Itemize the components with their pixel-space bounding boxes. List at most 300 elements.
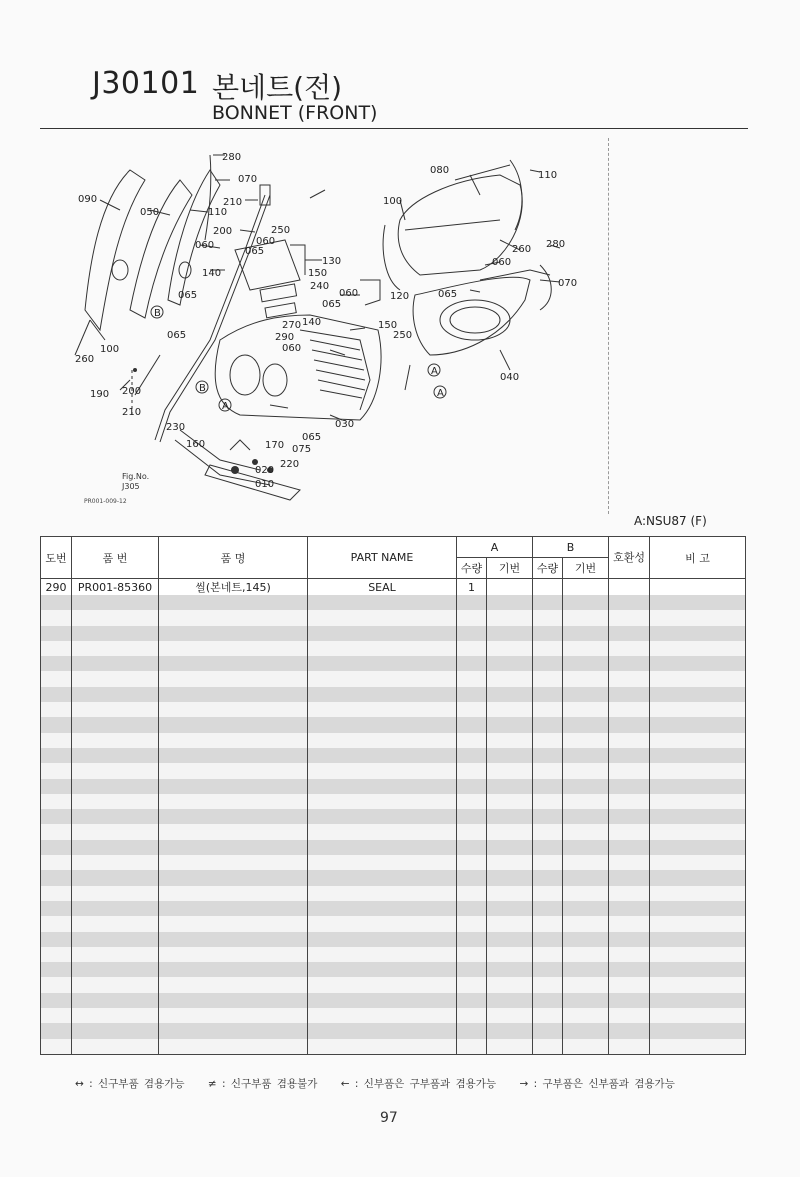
empty-cell	[457, 779, 487, 794]
empty-cell	[487, 626, 533, 641]
callout: 065	[438, 289, 458, 300]
empty-cell	[563, 748, 609, 763]
empty-cell	[609, 962, 650, 977]
callout: 065	[322, 299, 342, 310]
table-row-empty	[41, 733, 746, 748]
empty-cell	[41, 870, 72, 885]
callout: 200	[122, 386, 142, 397]
empty-cell	[563, 916, 609, 931]
empty-cell	[72, 671, 159, 686]
empty-cell	[563, 763, 609, 778]
empty-cell	[609, 702, 650, 717]
table-row-empty	[41, 886, 746, 901]
empty-cell	[41, 595, 72, 610]
empty-cell	[487, 1023, 533, 1038]
drawing-code: PR001-009-12	[84, 498, 127, 505]
empty-cell	[487, 717, 533, 732]
cell-remarks	[650, 579, 746, 596]
empty-cell	[457, 717, 487, 732]
reference-mark: A	[431, 366, 438, 377]
empty-cell	[159, 977, 308, 992]
empty-cell	[308, 763, 457, 778]
callout: 210	[122, 407, 142, 418]
empty-cell	[308, 779, 457, 794]
empty-cell	[609, 687, 650, 702]
figure-ref-label: Fig.No.	[122, 472, 150, 481]
table-row-empty	[41, 947, 746, 962]
table-row-empty	[41, 610, 746, 625]
empty-cell	[41, 809, 72, 824]
callout: 210	[223, 197, 243, 208]
empty-cell	[308, 962, 457, 977]
empty-cell	[308, 717, 457, 732]
cell-base-a	[487, 579, 533, 596]
empty-cell	[308, 595, 457, 610]
callout: 060	[339, 288, 359, 299]
empty-cell	[563, 870, 609, 885]
empty-cell	[41, 610, 72, 625]
reference-mark: A	[437, 388, 444, 399]
empty-cell	[308, 886, 457, 901]
callout: 065	[302, 432, 322, 443]
empty-cell	[650, 901, 746, 916]
empty-cell	[533, 993, 563, 1008]
table-row	[41, 579, 746, 596]
model-code: A:NSU87 (F)	[634, 514, 707, 528]
table-row-empty	[41, 641, 746, 656]
empty-cell	[72, 947, 159, 962]
cell-seq: 290	[41, 579, 72, 596]
empty-cell	[308, 916, 457, 931]
empty-cell	[308, 671, 457, 686]
callout: 060	[282, 343, 302, 354]
empty-cell	[41, 993, 72, 1008]
empty-cell	[533, 595, 563, 610]
empty-cell	[609, 977, 650, 992]
empty-cell	[563, 993, 609, 1008]
empty-cell	[487, 779, 533, 794]
empty-cell	[487, 641, 533, 656]
empty-cell	[159, 947, 308, 962]
reference-mark: B	[199, 383, 206, 394]
empty-cell	[308, 901, 457, 916]
empty-cell	[533, 733, 563, 748]
empty-cell	[487, 947, 533, 962]
empty-cell	[563, 824, 609, 839]
cell-compat	[609, 579, 650, 596]
empty-cell	[650, 702, 746, 717]
empty-cell	[457, 993, 487, 1008]
empty-cell	[563, 901, 609, 916]
empty-cell	[650, 641, 746, 656]
empty-cell	[72, 977, 159, 992]
callout: 280	[546, 239, 566, 250]
empty-cell	[41, 840, 72, 855]
empty-cell	[609, 809, 650, 824]
empty-cell	[533, 840, 563, 855]
col-header-qty-a: 수량	[457, 558, 487, 579]
cell-name-en: SEAL	[308, 579, 457, 596]
empty-cell	[533, 748, 563, 763]
callout: 010	[255, 479, 275, 490]
callout: 250	[393, 330, 413, 341]
callout: 065	[167, 330, 187, 341]
empty-cell	[457, 702, 487, 717]
empty-cell	[41, 626, 72, 641]
table-row-empty	[41, 932, 746, 947]
table-row-empty	[41, 916, 746, 931]
legend-item: ← : 신부품은 구부품과 겸용가능	[340, 1078, 497, 1090]
table-row-empty	[41, 626, 746, 641]
table-row-empty	[41, 1008, 746, 1023]
empty-cell	[457, 840, 487, 855]
reference-mark: B	[154, 308, 161, 319]
empty-cell	[41, 779, 72, 794]
diagram-divider	[608, 138, 609, 514]
empty-cell	[650, 886, 746, 901]
empty-cell	[72, 702, 159, 717]
cell-qty-b	[533, 579, 563, 596]
empty-cell	[159, 870, 308, 885]
empty-cell	[457, 748, 487, 763]
empty-cell	[308, 855, 457, 870]
empty-cell	[72, 717, 159, 732]
empty-cell	[457, 855, 487, 870]
empty-cell	[159, 1039, 308, 1055]
empty-cell	[41, 702, 72, 717]
empty-cell	[650, 794, 746, 809]
legend-item: → : 구부품은 신부품과 겸용가능	[519, 1078, 675, 1090]
callout: 040	[500, 372, 520, 383]
empty-cell	[533, 641, 563, 656]
empty-cell	[41, 886, 72, 901]
callout: 020	[255, 465, 275, 476]
empty-cell	[563, 626, 609, 641]
empty-cell	[457, 932, 487, 947]
empty-cell	[159, 641, 308, 656]
empty-cell	[650, 1023, 746, 1038]
empty-cell	[487, 916, 533, 931]
empty-cell	[308, 932, 457, 947]
empty-cell	[159, 748, 308, 763]
callout: 290	[275, 332, 295, 343]
empty-cell	[41, 656, 72, 671]
empty-cell	[41, 916, 72, 931]
empty-cell	[41, 794, 72, 809]
legend-item: ≠ : 신구부품 겸용불가	[207, 1078, 318, 1090]
empty-cell	[41, 763, 72, 778]
empty-cell	[563, 794, 609, 809]
empty-cell	[457, 809, 487, 824]
empty-cell	[533, 916, 563, 931]
empty-cell	[41, 748, 72, 763]
callout: 070	[558, 278, 578, 289]
figure-reference	[122, 472, 149, 492]
empty-cell	[308, 977, 457, 992]
empty-cell	[563, 779, 609, 794]
empty-cell	[41, 671, 72, 686]
empty-cell	[487, 855, 533, 870]
empty-cell	[650, 779, 746, 794]
callout: 130	[322, 256, 342, 267]
empty-cell	[487, 763, 533, 778]
exploded-parts-diagram	[60, 140, 600, 520]
callout: 150	[308, 268, 328, 279]
empty-cell	[533, 1023, 563, 1038]
empty-cell	[159, 916, 308, 931]
empty-cell	[533, 886, 563, 901]
empty-cell	[72, 932, 159, 947]
callout: 110	[538, 170, 558, 181]
empty-cell	[487, 901, 533, 916]
empty-cell	[457, 671, 487, 686]
empty-cell	[159, 595, 308, 610]
callout: 240	[310, 281, 330, 292]
empty-cell	[609, 733, 650, 748]
empty-cell	[609, 610, 650, 625]
empty-cell	[650, 855, 746, 870]
empty-cell	[650, 748, 746, 763]
empty-cell	[487, 671, 533, 686]
table-row-empty	[41, 809, 746, 824]
empty-cell	[609, 855, 650, 870]
empty-cell	[72, 916, 159, 931]
empty-cell	[650, 932, 746, 947]
empty-cell	[308, 947, 457, 962]
compatibility-legend	[75, 1076, 693, 1091]
empty-cell	[457, 610, 487, 625]
empty-cell	[563, 1008, 609, 1023]
empty-cell	[159, 901, 308, 916]
empty-cell	[563, 641, 609, 656]
table-row-empty	[41, 671, 746, 686]
empty-cell	[308, 610, 457, 625]
empty-cell	[533, 855, 563, 870]
empty-cell	[533, 809, 563, 824]
empty-cell	[609, 595, 650, 610]
callout: 100	[100, 344, 120, 355]
empty-cell	[533, 763, 563, 778]
empty-cell	[609, 671, 650, 686]
empty-cell	[72, 595, 159, 610]
cell-part-no: PR001-85360	[72, 579, 159, 596]
empty-cell	[533, 794, 563, 809]
table-row-empty	[41, 824, 746, 839]
empty-cell	[650, 870, 746, 885]
empty-cell	[650, 671, 746, 686]
empty-cell	[487, 733, 533, 748]
empty-cell	[650, 626, 746, 641]
empty-cell	[72, 687, 159, 702]
empty-cell	[72, 962, 159, 977]
empty-cell	[609, 932, 650, 947]
callout: 050	[140, 207, 160, 218]
empty-cell	[563, 962, 609, 977]
col-header-compat: 호환성	[609, 537, 650, 579]
empty-cell	[159, 702, 308, 717]
empty-cell	[72, 779, 159, 794]
callout: 270	[282, 320, 302, 331]
empty-cell	[159, 733, 308, 748]
empty-cell	[159, 962, 308, 977]
empty-cell	[159, 717, 308, 732]
empty-cell	[41, 901, 72, 916]
empty-cell	[533, 870, 563, 885]
empty-cell	[487, 1008, 533, 1023]
table-row-empty	[41, 993, 746, 1008]
empty-cell	[563, 809, 609, 824]
empty-cell	[308, 794, 457, 809]
callout: 190	[90, 389, 110, 400]
reference-mark: A	[222, 401, 229, 412]
empty-cell	[487, 962, 533, 977]
empty-cell	[159, 993, 308, 1008]
empty-cell	[457, 763, 487, 778]
table-row-empty	[41, 901, 746, 916]
callout: 070	[238, 174, 258, 185]
empty-cell	[609, 779, 650, 794]
empty-cell	[159, 809, 308, 824]
empty-cell	[72, 1023, 159, 1038]
empty-cell	[457, 641, 487, 656]
callout: 030	[335, 419, 355, 430]
cell-qty-a: 1	[457, 579, 487, 596]
empty-cell	[533, 1008, 563, 1023]
empty-cell	[457, 901, 487, 916]
table-row-empty	[41, 748, 746, 763]
empty-cell	[487, 595, 533, 610]
empty-cell	[457, 733, 487, 748]
empty-cell	[457, 962, 487, 977]
empty-cell	[41, 977, 72, 992]
empty-cell	[609, 656, 650, 671]
empty-cell	[159, 779, 308, 794]
table-row-empty	[41, 1039, 746, 1055]
empty-cell	[72, 855, 159, 870]
empty-cell	[563, 687, 609, 702]
empty-cell	[533, 1039, 563, 1055]
empty-cell	[72, 1039, 159, 1055]
empty-cell	[609, 824, 650, 839]
empty-cell	[533, 824, 563, 839]
empty-cell	[159, 932, 308, 947]
col-header-qty-b: 수량	[533, 558, 563, 579]
callout: 200	[213, 226, 233, 237]
callout: 140	[202, 268, 222, 279]
empty-cell	[457, 656, 487, 671]
empty-cell	[650, 824, 746, 839]
table-row-empty	[41, 687, 746, 702]
cell-base-b	[563, 579, 609, 596]
empty-cell	[457, 1023, 487, 1038]
empty-cell	[41, 932, 72, 947]
empty-cell	[563, 610, 609, 625]
empty-cell	[533, 779, 563, 794]
callout: 065	[178, 290, 198, 301]
empty-cell	[159, 610, 308, 625]
empty-cell	[650, 916, 746, 931]
empty-cell	[609, 1008, 650, 1023]
table-row-empty	[41, 763, 746, 778]
table-row-empty	[41, 840, 746, 855]
table-row-empty	[41, 779, 746, 794]
section-code: J30101	[92, 66, 200, 101]
empty-cell	[650, 947, 746, 962]
callout: 080	[430, 165, 450, 176]
empty-cell	[487, 687, 533, 702]
empty-cell	[609, 947, 650, 962]
empty-cell	[563, 855, 609, 870]
empty-cell	[650, 1008, 746, 1023]
empty-cell	[159, 824, 308, 839]
empty-cell	[563, 717, 609, 732]
col-header-name-kr: 품 명	[159, 537, 308, 579]
table-row-empty	[41, 702, 746, 717]
empty-cell	[650, 840, 746, 855]
callout: 260	[512, 244, 532, 255]
empty-cell	[308, 641, 457, 656]
empty-cell	[533, 947, 563, 962]
empty-cell	[457, 824, 487, 839]
empty-cell	[487, 870, 533, 885]
empty-cell	[308, 702, 457, 717]
empty-cell	[308, 840, 457, 855]
section-title-korean: 본네트(전)	[212, 71, 343, 104]
callout: 230	[166, 422, 186, 433]
empty-cell	[487, 809, 533, 824]
empty-cell	[533, 962, 563, 977]
empty-cell	[308, 687, 457, 702]
empty-cell	[650, 733, 746, 748]
col-header-group-a: A	[457, 537, 533, 558]
empty-cell	[41, 733, 72, 748]
empty-cell	[308, 824, 457, 839]
empty-cell	[533, 610, 563, 625]
empty-cell	[609, 717, 650, 732]
empty-cell	[457, 870, 487, 885]
empty-cell	[72, 641, 159, 656]
empty-cell	[563, 932, 609, 947]
callout: 060	[195, 240, 215, 251]
table-row-empty	[41, 855, 746, 870]
header-rule	[40, 128, 748, 129]
empty-cell	[487, 840, 533, 855]
callout: 100	[383, 196, 403, 207]
col-header-part-no: 품 번	[72, 537, 159, 579]
empty-cell	[533, 717, 563, 732]
empty-cell	[563, 947, 609, 962]
empty-cell	[72, 656, 159, 671]
empty-cell	[159, 671, 308, 686]
empty-cell	[650, 595, 746, 610]
empty-cell	[308, 809, 457, 824]
empty-cell	[159, 1023, 308, 1038]
empty-cell	[533, 687, 563, 702]
empty-cell	[41, 1039, 72, 1055]
callout: 160	[186, 439, 206, 450]
empty-cell	[533, 656, 563, 671]
empty-cell	[72, 748, 159, 763]
empty-cell	[457, 886, 487, 901]
empty-cell	[563, 886, 609, 901]
empty-cell	[72, 809, 159, 824]
empty-cell	[487, 656, 533, 671]
empty-cell	[41, 855, 72, 870]
empty-cell	[487, 824, 533, 839]
callout: 250	[271, 225, 291, 236]
empty-cell	[41, 1008, 72, 1023]
table-row-empty	[41, 962, 746, 977]
